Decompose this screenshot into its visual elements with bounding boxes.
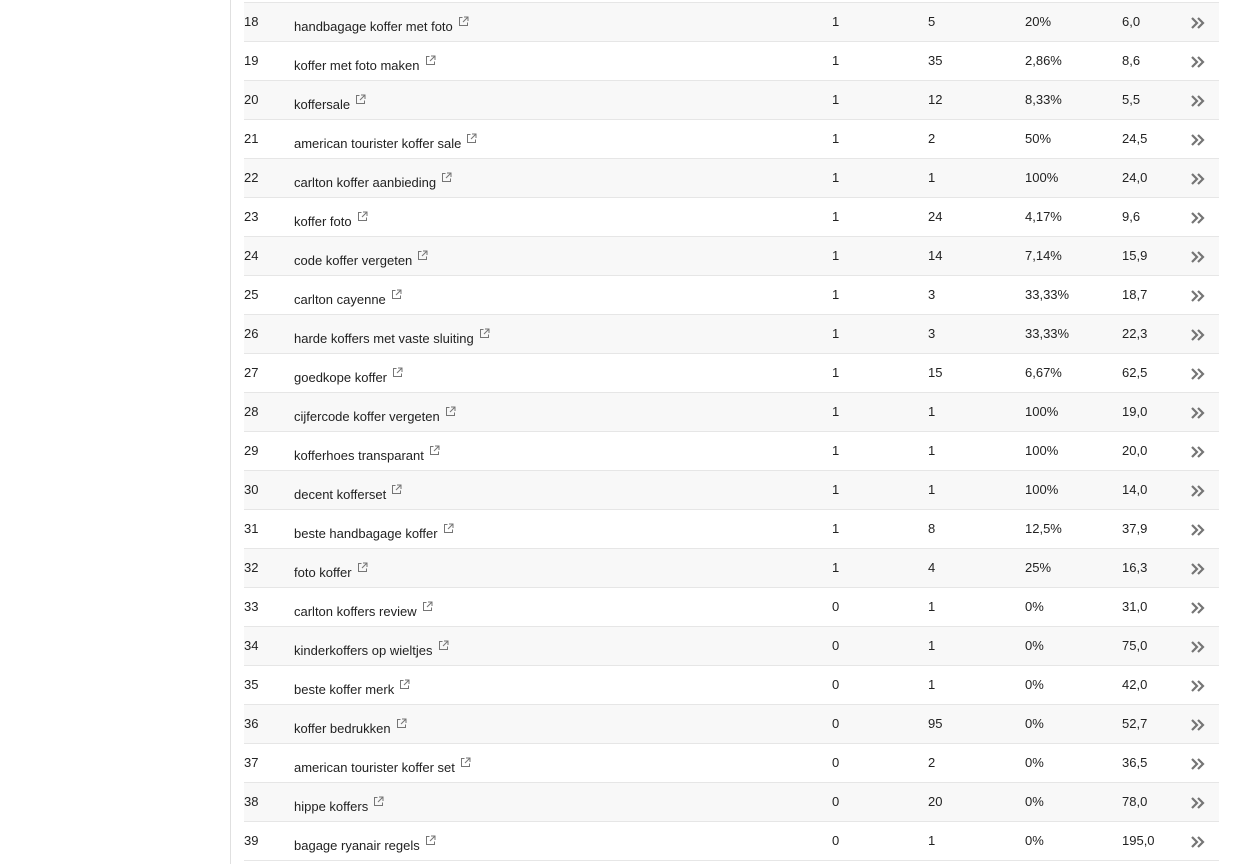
query-cell [294, 835, 436, 853]
impressions-cell: 8 [928, 521, 936, 536]
ctr-cell: 2,86% [1025, 53, 1062, 68]
row-index: 26 [244, 326, 259, 341]
position-cell: 18,7 [1122, 287, 1148, 302]
external-link-icon[interactable] [425, 55, 436, 66]
position-cell: 5,5 [1122, 92, 1141, 107]
row-index: 19 [244, 53, 259, 68]
clicks-cell: 1 [832, 326, 840, 341]
table-row[interactable] [244, 510, 1219, 549]
external-link-icon[interactable] [458, 16, 469, 27]
impressions-cell: 3 [928, 326, 936, 341]
table-row[interactable] [244, 159, 1219, 198]
query-cell [294, 718, 407, 736]
double-chevron-right-icon[interactable] [1190, 484, 1206, 498]
ctr-cell: 8,33% [1025, 92, 1062, 107]
external-link-icon[interactable] [357, 211, 368, 222]
ctr-cell: 100% [1025, 170, 1059, 185]
query-cell [294, 55, 436, 73]
position-cell: 20,0 [1122, 443, 1148, 458]
query-link[interactable]: kofferhoes transparant [294, 448, 424, 463]
clicks-cell: 0 [832, 755, 840, 770]
row-index: 20 [244, 92, 259, 107]
table-row[interactable] [244, 822, 1219, 861]
row-index: 21 [244, 131, 259, 146]
external-link-icon[interactable] [391, 484, 402, 495]
clicks-cell: 1 [832, 14, 840, 29]
queries-table [244, 2, 1219, 861]
table-row[interactable] [244, 393, 1219, 432]
impressions-cell: 1 [928, 833, 936, 848]
double-chevron-right-icon[interactable] [1190, 523, 1206, 537]
double-chevron-right-icon[interactable] [1190, 679, 1206, 693]
double-chevron-right-icon[interactable] [1190, 640, 1206, 654]
double-chevron-right-icon[interactable] [1190, 445, 1206, 459]
double-chevron-right-icon[interactable] [1190, 835, 1206, 849]
position-cell: 42,0 [1122, 677, 1148, 692]
query-cell [294, 172, 452, 190]
double-chevron-right-icon[interactable] [1190, 16, 1206, 30]
table-row[interactable] [244, 42, 1219, 81]
query-link[interactable]: american tourister koffer set [294, 760, 455, 775]
position-cell: 24,0 [1122, 170, 1148, 185]
impressions-cell: 1 [928, 677, 936, 692]
position-cell: 36,5 [1122, 755, 1148, 770]
row-index: 38 [244, 794, 259, 809]
ctr-cell: 0% [1025, 638, 1044, 653]
impressions-cell: 12 [928, 92, 943, 107]
impressions-cell: 1 [928, 599, 936, 614]
query-cell [294, 406, 456, 424]
row-index: 27 [244, 365, 259, 380]
clicks-cell: 1 [832, 248, 840, 263]
external-link-icon[interactable] [479, 328, 490, 339]
query-cell [294, 601, 433, 619]
clicks-cell: 1 [832, 560, 840, 575]
query-link[interactable]: handbagage koffer met foto [294, 19, 453, 34]
query-link[interactable]: beste handbagage koffer [294, 526, 438, 541]
external-link-icon[interactable] [466, 133, 477, 144]
query-cell [294, 445, 440, 463]
ctr-cell: 12,5% [1025, 521, 1062, 536]
ctr-cell: 0% [1025, 833, 1044, 848]
clicks-cell: 0 [832, 638, 840, 653]
table-row[interactable] [244, 744, 1219, 783]
row-index: 35 [244, 677, 259, 692]
ctr-cell: 33,33% [1025, 287, 1070, 302]
double-chevron-right-icon[interactable] [1190, 55, 1206, 69]
ctr-cell: 0% [1025, 794, 1044, 809]
external-link-icon[interactable] [425, 835, 436, 846]
position-cell: 22,3 [1122, 326, 1148, 341]
query-cell [294, 679, 410, 697]
impressions-cell: 1 [928, 443, 936, 458]
clicks-cell: 1 [832, 131, 840, 146]
impressions-cell: 24 [928, 209, 943, 224]
external-link-icon[interactable] [355, 94, 366, 105]
external-link-icon[interactable] [396, 718, 407, 729]
external-link-icon[interactable] [429, 445, 440, 456]
external-link-icon[interactable] [373, 796, 384, 807]
query-cell [294, 250, 428, 268]
query-cell [294, 562, 368, 580]
external-link-icon[interactable] [441, 172, 452, 183]
double-chevron-right-icon[interactable] [1190, 211, 1206, 225]
row-index: 23 [244, 209, 259, 224]
double-chevron-right-icon[interactable] [1190, 796, 1206, 810]
table-row[interactable] [244, 783, 1219, 822]
ctr-cell: 25% [1025, 560, 1052, 575]
ctr-cell: 100% [1025, 404, 1059, 419]
table-row[interactable] [244, 588, 1219, 627]
ctr-cell: 100% [1025, 443, 1059, 458]
impressions-cell: 20 [928, 794, 943, 809]
query-link[interactable]: bagage ryanair regels [294, 838, 420, 853]
clicks-cell: 0 [832, 599, 840, 614]
ctr-cell: 6,67% [1025, 365, 1062, 380]
clicks-cell: 1 [832, 92, 840, 107]
row-index: 36 [244, 716, 259, 731]
query-link[interactable]: american tourister koffer sale [294, 136, 462, 151]
table-row[interactable] [244, 705, 1219, 744]
query-cell [294, 757, 471, 775]
query-link[interactable]: carlton koffers review [294, 604, 417, 619]
query-cell [294, 367, 403, 385]
query-link[interactable]: kinderkoffers op wieltjes [294, 643, 433, 658]
double-chevron-right-icon[interactable] [1190, 601, 1206, 615]
table-row[interactable] [244, 471, 1219, 510]
query-cell [294, 796, 384, 814]
ctr-cell: 0% [1025, 755, 1044, 770]
position-cell: 19,0 [1122, 404, 1148, 419]
table-row[interactable] [244, 198, 1219, 237]
position-cell: 62,5 [1122, 365, 1148, 380]
position-cell: 8,6 [1122, 53, 1141, 68]
row-index: 22 [244, 170, 259, 185]
query-link[interactable]: koffersale [294, 97, 351, 112]
impressions-cell: 2 [928, 131, 936, 146]
table-row[interactable] [244, 315, 1219, 354]
query-cell [294, 640, 449, 658]
impressions-cell: 4 [928, 560, 936, 575]
query-link[interactable]: code koffer vergeten [294, 253, 413, 268]
clicks-cell: 1 [832, 365, 840, 380]
impressions-cell: 1 [928, 482, 936, 497]
external-link-icon[interactable] [417, 250, 428, 261]
row-index: 31 [244, 521, 259, 536]
position-cell: 31,0 [1122, 599, 1148, 614]
table-row[interactable] [244, 354, 1219, 393]
query-cell [294, 484, 402, 502]
table-row[interactable] [244, 2, 1219, 42]
ctr-cell: 50% [1025, 131, 1052, 146]
double-chevron-right-icon[interactable] [1190, 406, 1206, 420]
row-index: 24 [244, 248, 259, 263]
position-cell: 15,9 [1122, 248, 1148, 263]
external-link-icon[interactable] [391, 289, 402, 300]
query-link[interactable]: koffer met foto maken [294, 58, 420, 73]
impressions-cell: 1 [928, 170, 936, 185]
external-link-icon[interactable] [399, 679, 410, 690]
query-cell [294, 328, 490, 346]
query-cell [294, 94, 366, 112]
query-cell [294, 133, 477, 151]
row-index: 39 [244, 833, 259, 848]
table-row[interactable] [244, 276, 1219, 315]
clicks-cell: 1 [832, 53, 840, 68]
ctr-cell: 0% [1025, 716, 1044, 731]
query-link[interactable]: koffer bedrukken [294, 721, 391, 736]
table-row[interactable] [244, 81, 1219, 120]
position-cell: 6,0 [1122, 14, 1141, 29]
impressions-cell: 35 [928, 53, 943, 68]
query-cell [294, 16, 469, 34]
table-row[interactable] [244, 549, 1219, 588]
external-link-icon[interactable] [392, 367, 403, 378]
table-row[interactable] [244, 627, 1219, 666]
left-sidebar [0, 0, 231, 864]
impressions-cell: 1 [928, 638, 936, 653]
clicks-cell: 0 [832, 833, 840, 848]
external-link-icon[interactable] [357, 562, 368, 573]
ctr-cell: 0% [1025, 677, 1044, 692]
clicks-cell: 1 [832, 209, 840, 224]
double-chevron-right-icon[interactable] [1190, 133, 1206, 147]
double-chevron-right-icon[interactable] [1190, 250, 1206, 264]
impressions-cell: 15 [928, 365, 943, 380]
double-chevron-right-icon[interactable] [1190, 718, 1206, 732]
external-link-icon[interactable] [422, 601, 433, 612]
clicks-cell: 1 [832, 482, 840, 497]
clicks-cell: 0 [832, 677, 840, 692]
query-link[interactable]: beste koffer merk [294, 682, 395, 697]
position-cell: 37,9 [1122, 521, 1148, 536]
double-chevron-right-icon[interactable] [1190, 289, 1206, 303]
query-cell [294, 289, 402, 307]
clicks-cell: 1 [832, 443, 840, 458]
external-link-icon[interactable] [443, 523, 454, 534]
ctr-cell: 20% [1025, 14, 1052, 29]
external-link-icon[interactable] [445, 406, 456, 417]
table-row[interactable] [244, 237, 1219, 276]
ctr-cell: 33,33% [1025, 326, 1070, 341]
ctr-cell: 100% [1025, 482, 1059, 497]
position-cell: 52,7 [1122, 716, 1148, 731]
position-cell: 16,3 [1122, 560, 1148, 575]
table-row[interactable] [244, 666, 1219, 705]
row-index: 33 [244, 599, 259, 614]
double-chevron-right-icon[interactable] [1190, 328, 1206, 342]
clicks-cell: 0 [832, 794, 840, 809]
row-index: 29 [244, 443, 259, 458]
query-cell [294, 523, 454, 541]
table-row[interactable] [244, 432, 1219, 471]
impressions-cell: 95 [928, 716, 943, 731]
query-cell [294, 211, 368, 229]
impressions-cell: 2 [928, 755, 936, 770]
position-cell: 195,0 [1122, 833, 1155, 848]
row-index: 30 [244, 482, 259, 497]
clicks-cell: 0 [832, 716, 840, 731]
position-cell: 14,0 [1122, 482, 1148, 497]
impressions-cell: 1 [928, 404, 936, 419]
position-cell: 78,0 [1122, 794, 1148, 809]
impressions-cell: 5 [928, 14, 936, 29]
impressions-cell: 14 [928, 248, 943, 263]
clicks-cell: 1 [832, 404, 840, 419]
query-link[interactable]: harde koffers met vaste sluiting [294, 331, 474, 346]
row-index: 32 [244, 560, 259, 575]
row-index: 25 [244, 287, 259, 302]
external-link-icon[interactable] [460, 757, 471, 768]
ctr-cell: 0% [1025, 599, 1044, 614]
position-cell: 9,6 [1122, 209, 1141, 224]
row-index: 34 [244, 638, 259, 653]
query-link[interactable]: hippe koffers [294, 799, 369, 814]
row-index: 18 [244, 14, 259, 29]
query-link[interactable]: carlton cayenne [294, 292, 386, 307]
table-body [244, 2, 1219, 861]
table-row[interactable] [244, 120, 1219, 159]
impressions-cell: 3 [928, 287, 936, 302]
ctr-cell: 7,14% [1025, 248, 1062, 263]
external-link-icon[interactable] [438, 640, 449, 651]
double-chevron-right-icon[interactable] [1190, 172, 1206, 186]
double-chevron-right-icon[interactable] [1190, 367, 1206, 381]
double-chevron-right-icon[interactable] [1190, 562, 1206, 576]
double-chevron-right-icon[interactable] [1190, 757, 1206, 771]
query-link[interactable]: foto koffer [294, 565, 352, 580]
query-link[interactable]: cijfercode koffer vergeten [294, 409, 440, 424]
query-link[interactable]: carlton koffer aanbieding [294, 175, 437, 190]
ctr-cell: 4,17% [1025, 209, 1062, 224]
position-cell: 75,0 [1122, 638, 1148, 653]
row-index: 37 [244, 755, 259, 770]
query-link[interactable]: decent kofferset [294, 487, 387, 502]
row-index: 28 [244, 404, 259, 419]
clicks-cell: 1 [832, 521, 840, 536]
double-chevron-right-icon[interactable] [1190, 94, 1206, 108]
query-link[interactable]: koffer foto [294, 214, 352, 229]
clicks-cell: 1 [832, 287, 840, 302]
clicks-cell: 1 [832, 170, 840, 185]
position-cell: 24,5 [1122, 131, 1148, 146]
query-link[interactable]: goedkope koffer [294, 370, 387, 385]
